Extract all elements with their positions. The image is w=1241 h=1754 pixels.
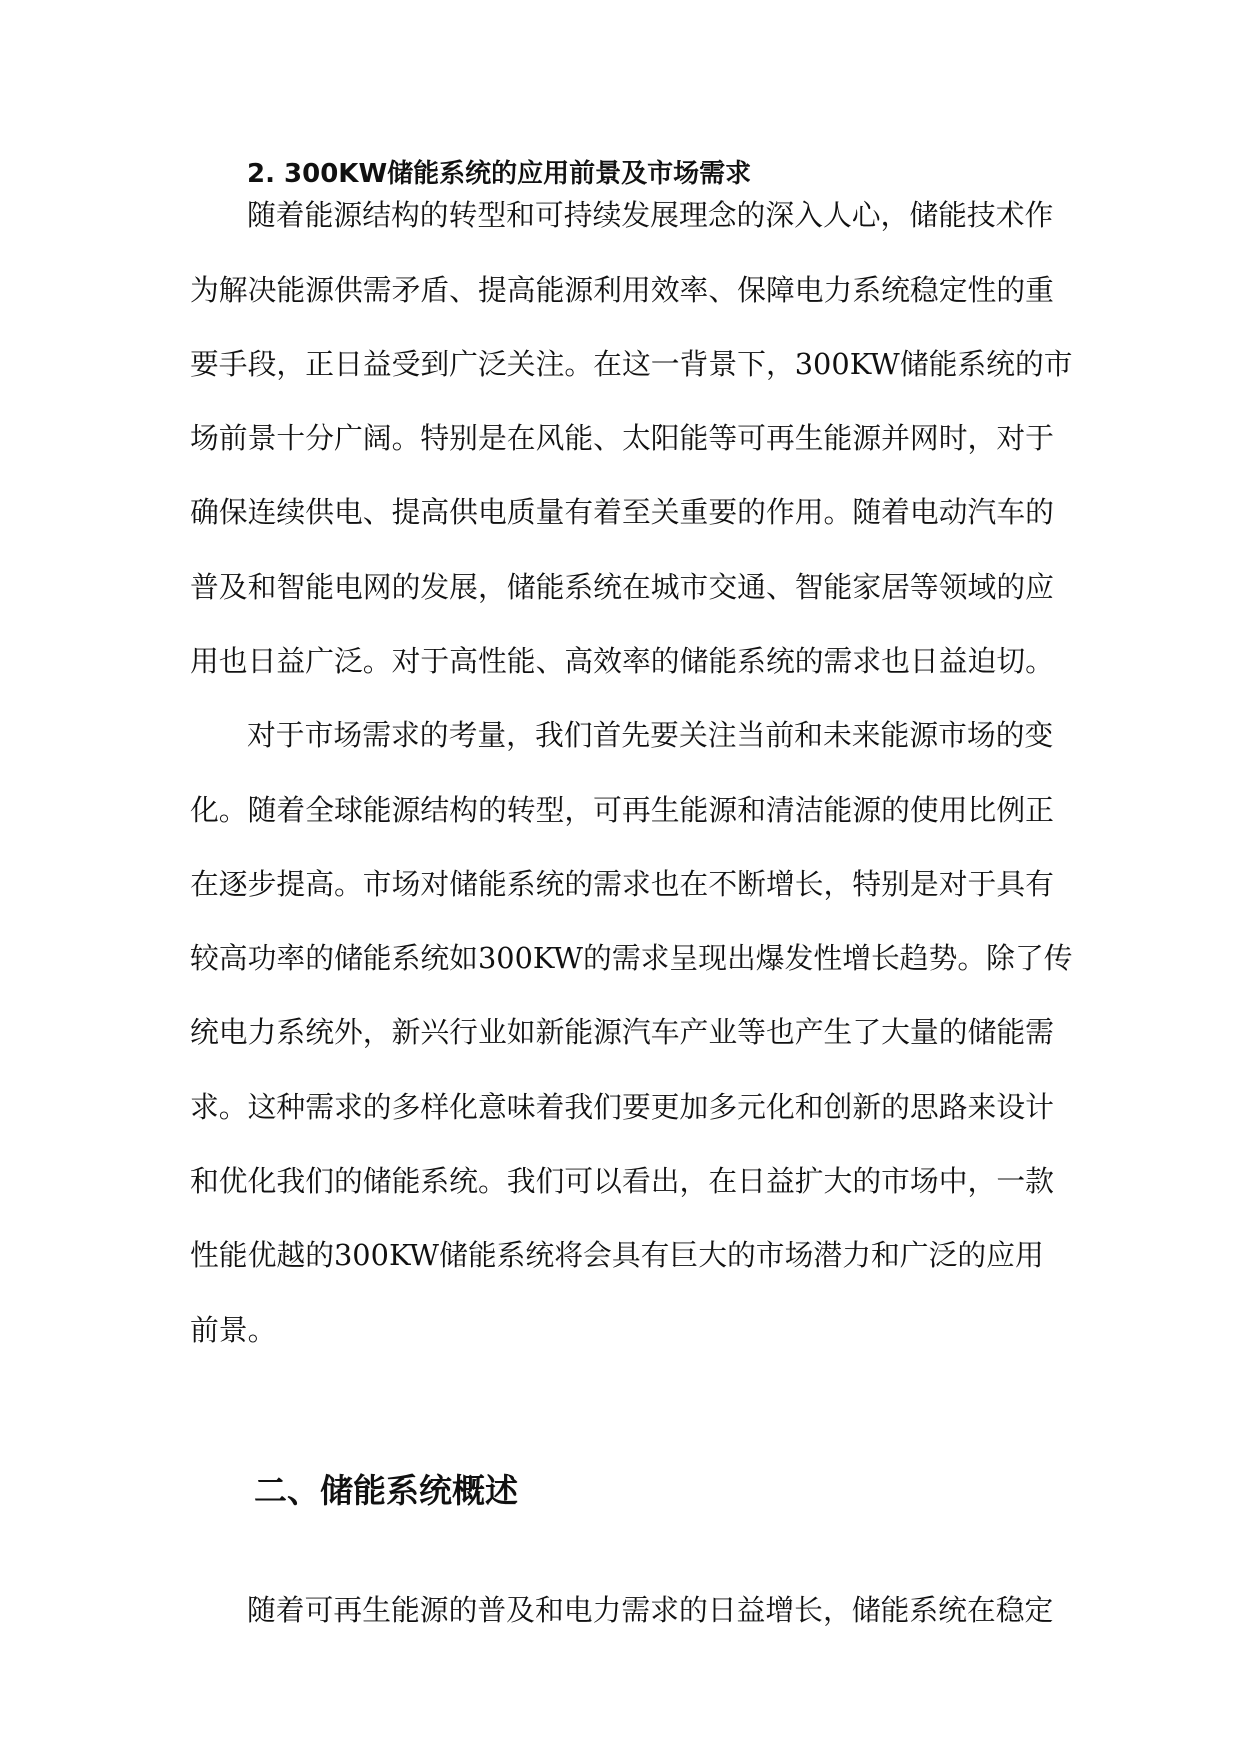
paragraph-line: 随着可再生能源的普及和电力需求的日益增长，储能系统在稳定 <box>247 1593 1054 1627</box>
paragraph-line: 前景。 <box>190 1313 277 1347</box>
paragraph-line: 用也日益广泛。对于高性能、高效率的储能系统的需求也日益迫切。 <box>190 644 1054 678</box>
paragraph-line: 和优化我们的储能系统。我们可以看出，在日益扩大的市场中，一款 <box>190 1164 1054 1198</box>
paragraph-line: 随着能源结构的转型和可持续发展理念的深入人心，储能技术作 <box>247 198 1054 232</box>
chapter-heading: 二、储能系统概述 <box>254 1471 518 1510</box>
section-subheading: 2. 300KW储能系统的应用前景及市场需求 <box>247 159 752 189</box>
paragraph-line: 对于市场需求的考量，我们首先要关注当前和未来能源市场的变 <box>247 718 1054 752</box>
paragraph-line: 在逐步提高。市场对储能系统的需求也在不断增长，特别是对于具有 <box>190 867 1054 901</box>
paragraph-line: 较高功率的储能系统如300KW的需求呈现出爆发性增长趋势。除了传 <box>190 941 1073 975</box>
paragraph-line: 求。这种需求的多样化意味着我们要更加多元化和创新的思路来设计 <box>190 1090 1054 1124</box>
paragraph-line: 统电力系统外，新兴行业如新能源汽车产业等也产生了大量的储能需 <box>190 1015 1054 1049</box>
paragraph-line: 要手段，正日益受到广泛关注。在这一背景下，300KW储能系统的市 <box>190 347 1073 381</box>
paragraph-line: 场前景十分广阔。特别是在风能、太阳能等可再生能源并网时，对于 <box>190 421 1054 455</box>
paragraph-line: 为解决能源供需矛盾、提高能源利用效率、保障电力系统稳定性的重 <box>190 273 1054 307</box>
paragraph-line: 普及和智能电网的发展，储能系统在城市交通、智能家居等领域的应 <box>190 570 1054 604</box>
paragraph-line: 化。随着全球能源结构的转型，可再生能源和清洁能源的使用比例正 <box>190 793 1054 827</box>
paragraph-line: 性能优越的300KW储能系统将会具有巨大的市场潜力和广泛的应用 <box>190 1238 1044 1272</box>
paragraph-line: 确保连续供电、提高供电质量有着至关重要的作用。随着电动汽车的 <box>190 495 1054 529</box>
